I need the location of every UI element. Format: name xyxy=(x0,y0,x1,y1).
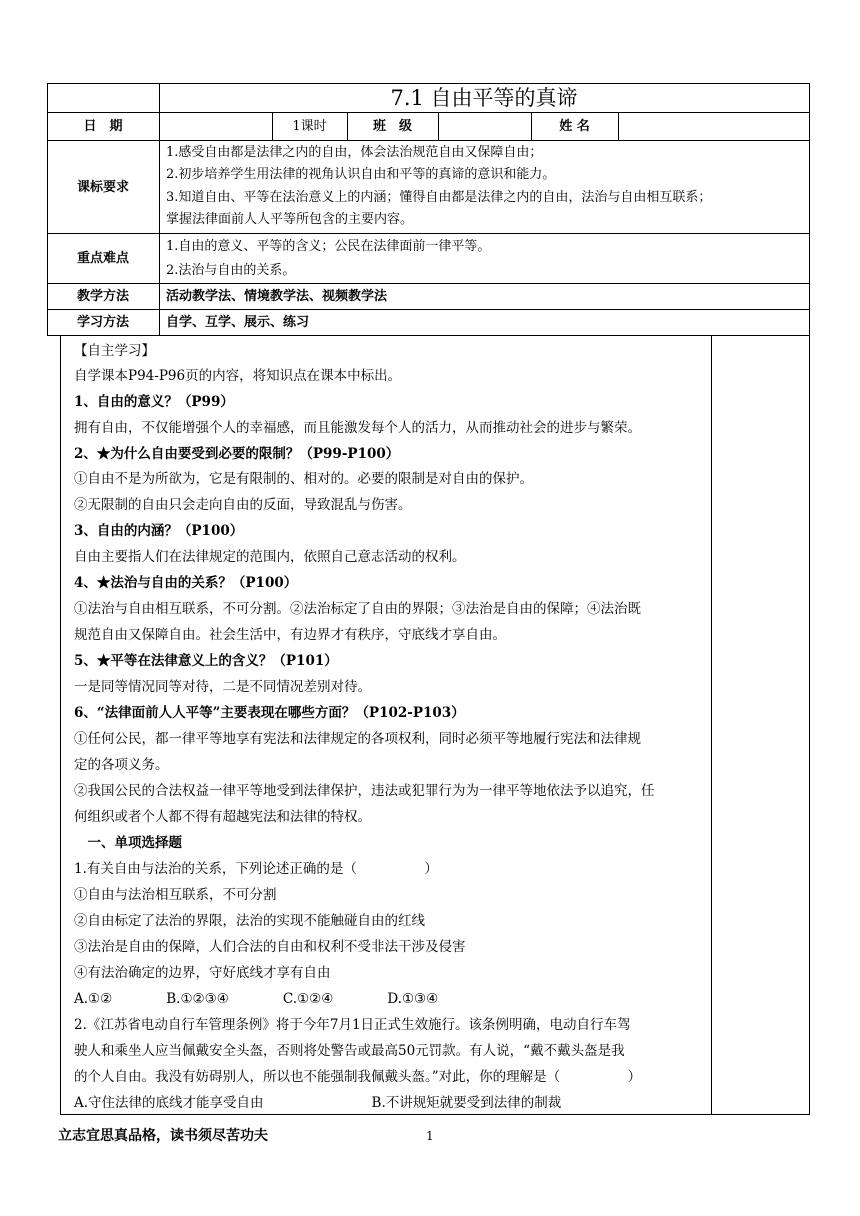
key-points-line: 1.自由的意义、平等的含义；公民在法律面前一律平等。 xyxy=(166,239,491,254)
grid-line xyxy=(711,335,712,1114)
answer-choices: A.守住法律的底线才能享受自由 B.不讲规矩就要受到法律的制裁 xyxy=(74,1095,562,1111)
section-heading: 【自主学习】 xyxy=(74,343,155,359)
curriculum-line: 1.感受自由都是法律之内的自由，体会法治规范自由又保障自由； xyxy=(166,145,543,160)
content-line: ①自由不是为所欲为，它是有限制的、相对的。必要的限制是对自由的保护。 xyxy=(74,471,533,487)
grid-line xyxy=(47,112,810,113)
name-label: 姓 名 xyxy=(559,119,590,134)
curriculum-line: 3.知道自由、平等在法治意义上的内涵；懂得自由都是法律之内的自由，法治与自由相互联系； xyxy=(166,190,712,205)
question-option: ①自由与法治相互联系，不可分割 xyxy=(74,887,277,903)
question-option: ②自由标定了法治的界限，法治的实现不能触碰自由的红线 xyxy=(74,913,425,929)
question-stem: 的个人自由。我没有妨碍别人，所以也不能强制我佩戴头盔。”对此，你的理解是（ ） xyxy=(74,1069,642,1085)
content-line: ②我国公民的合法权益一律平等地受到法律保护，违法或犯罪行为为一律平等地依法予以追究，任 xyxy=(74,783,655,799)
answer-choices: A.①② B.①②③④ C.①②④ D.①③④ xyxy=(74,991,439,1007)
content-line: ①任何公民，都一律平等地享有宪法和法律规定的各项权利，同时必须平等地履行宪法和法律规 xyxy=(74,731,641,747)
top-rule xyxy=(47,83,810,84)
key-points-line: 2.法治与自由的关系。 xyxy=(166,263,296,278)
teaching-method-value: 活动教学法、情境教学法、视频教学法 xyxy=(166,289,388,304)
question-stem: 驶人和乘坐人应当佩戴安全头盔，否则将处警告或最高50元罚款。有人说，“戴不戴头盔是我 xyxy=(74,1043,625,1059)
curriculum-line: 掌握法律面前人人平等所包含的主要内容。 xyxy=(166,212,414,227)
content-line: 何组织或者个人都不得有超越宪法和法律的特权。 xyxy=(74,809,371,825)
curriculum-label: 课标要求 xyxy=(76,180,129,195)
content-line: 定的各项义务。 xyxy=(74,757,169,773)
grid-line xyxy=(60,335,61,1114)
grid-line xyxy=(47,233,810,234)
question-heading: 1、自由的意义？（P99） xyxy=(74,394,234,410)
grid-line xyxy=(618,112,619,140)
class-label: 班 级 xyxy=(372,119,412,134)
question-heading: 3、自由的内涵？（P100） xyxy=(74,523,244,539)
grid-line xyxy=(47,283,810,284)
period-label: 1课时 xyxy=(292,119,327,134)
grid-line xyxy=(809,83,810,1114)
content-line: ①法治与自由相互联系，不可分割。②法治标定了自由的界限；③法治是自由的保障；④法治既 xyxy=(74,601,641,617)
question-stem: 1.有关自由与法治的关系，下列论述正确的是（ ） xyxy=(74,861,438,877)
grid-line xyxy=(159,83,160,335)
page-number: 1 xyxy=(426,1129,434,1143)
grid-line xyxy=(438,112,439,140)
content-line: 一是同等情况同等对待，二是不同情况差别对待。 xyxy=(74,679,371,695)
key-points-label: 重点难点 xyxy=(76,251,129,266)
grid-line xyxy=(47,140,810,141)
question-option: ④有法治确定的边界，守好底线才享有自由 xyxy=(74,965,331,981)
content-line: 自由主要指人们在法律规定的范围内，依照自己意志活动的权利。 xyxy=(74,549,466,565)
learning-method-label: 学习方法 xyxy=(76,315,129,330)
question-heading: 4、★法治与自由的关系？（P100） xyxy=(74,575,298,591)
date-label: 日 期 xyxy=(83,119,123,134)
grid-line xyxy=(47,335,810,336)
content-line: ②无限制的自由只会走向自由的反面，导致混乱与伤害。 xyxy=(74,497,412,513)
content-line: 拥有自由，不仅能增强个人的幸福感，而且能激发每个人的活力，从而推动社会的进步与繁荣。 xyxy=(74,420,641,436)
question-stem: 2.《江苏省电动自行车管理条例》将于今年7月1日正式生效施行。该条例明确，电动自行车驾 xyxy=(74,1017,631,1033)
footer-motto: 立志宜思真品格，读书须尽苦功夫 xyxy=(58,1128,268,1144)
teaching-method-label: 教学方法 xyxy=(76,289,129,304)
question-heading: 5、★平等在法律意义上的含义？（P101） xyxy=(74,653,338,669)
content-line: 自学课本P94-P96页的内容，将知识点在课本中标出。 xyxy=(74,368,402,384)
grid-line xyxy=(47,309,810,310)
exercise-heading: 一、单项选择题 xyxy=(74,835,182,851)
question-heading: 2、★为什么自由要受到必要的限制？（P99-P100） xyxy=(74,446,400,462)
content-line: 规范自由又保障自由。社会生活中，有边界才有秩序，守底线才享自由。 xyxy=(74,627,506,643)
grid-line xyxy=(60,1114,810,1115)
page-title: 7.1 自由平等的真谛 xyxy=(390,86,578,110)
question-heading: 6、“法律面前人人平等”主要表现在哪些方面？（P102-P103） xyxy=(74,705,465,721)
question-option: ③法治是自由的保障，人们合法的自由和权利不受非法干涉及侵害 xyxy=(74,939,466,955)
curriculum-line: 2.初步培养学生用法律的视角认识自由和平等的真谛的意识和能力。 xyxy=(166,167,556,182)
learning-method-value: 自学、互学、展示、练习 xyxy=(166,315,310,330)
